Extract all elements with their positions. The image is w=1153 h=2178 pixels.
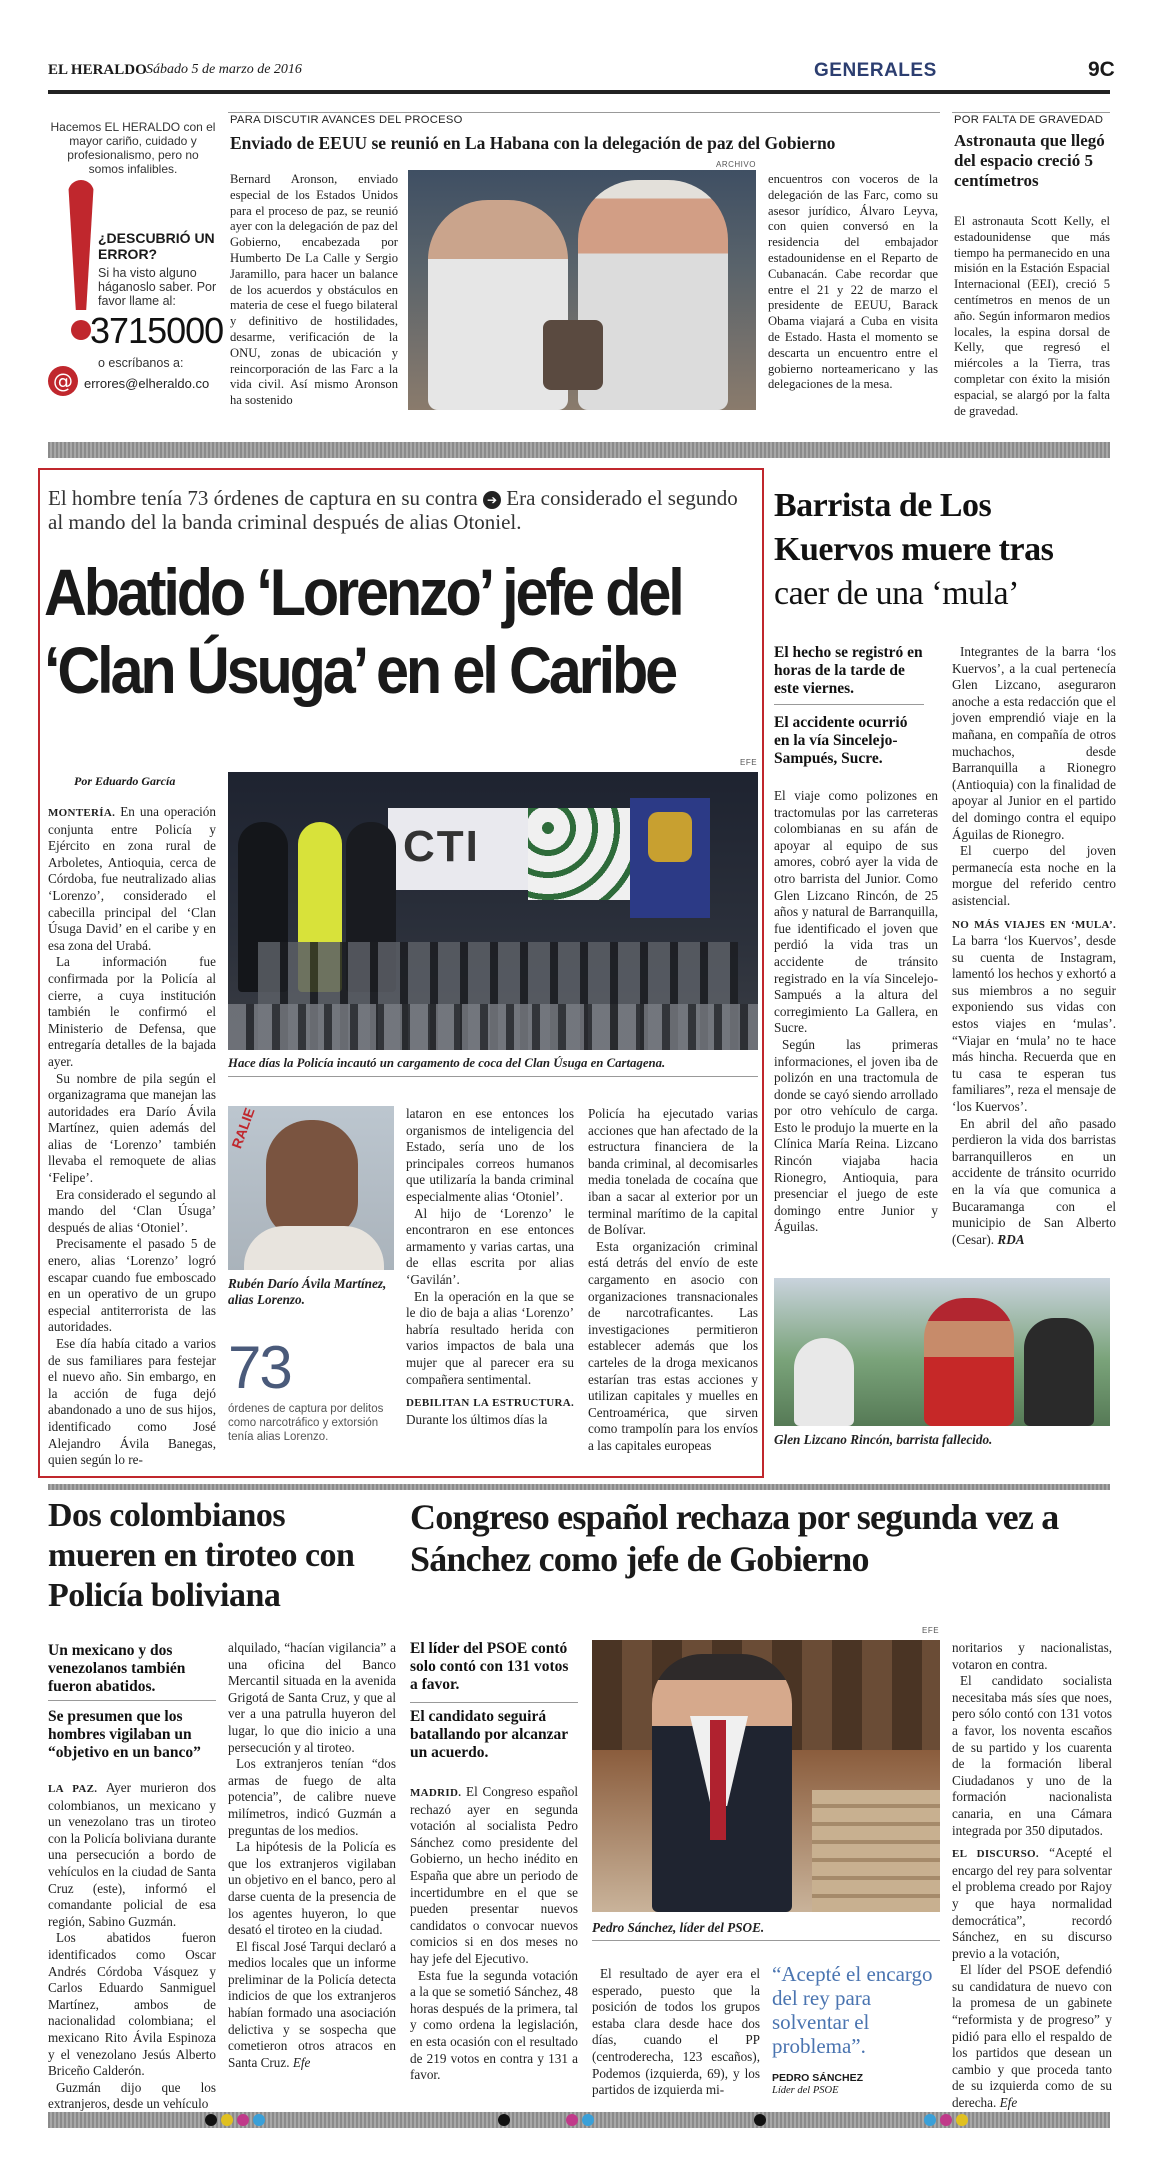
register-dot bbox=[253, 2114, 265, 2126]
spain-lead-2: El candidato seguirá batallando por alcanzar un acuerdo. bbox=[410, 1708, 568, 1761]
barrista-photo bbox=[774, 1278, 1110, 1426]
register-dot bbox=[205, 2114, 217, 2126]
barrista-col2-p2: El cuerpo del joven permanecía esta noche en la morgue del referido centro asistencial. bbox=[952, 843, 1116, 908]
main-story-col2-p2: Al hijo de ‘Lorenzo’ le encontraron en ese entonces armamento y varias cartas, una de ellas escrita por alias ‘Gavilán’. bbox=[406, 1205, 574, 1287]
register-dot bbox=[940, 2114, 952, 2126]
main-story-col1-p6: Ese día había citado a varios de sus familiares para festejar el nuevo año. Sin embargo, en la acción de fuga dejó abandonado a uno de sus hijos, identificado como José Alejandro Ávila Banegas, quien según lo re- bbox=[48, 1336, 216, 1468]
main-story-subhead: DEBILITAN LA ESTRUCTURA. bbox=[406, 1397, 574, 1410]
astronaut-rule bbox=[952, 112, 1110, 113]
spain-caption-rule bbox=[592, 1940, 940, 1941]
barrista-caption: Glen Lizcano Rincón, barrista fallecido. bbox=[774, 1432, 993, 1447]
cti-banner: CTI bbox=[403, 822, 480, 871]
page-number: 9C bbox=[1088, 58, 1115, 81]
barrista-col2-end: En abril del año pasado perdieron la vida dos barristas barranquilleros en un accidente de tránsito ocurrido en la vía que comunica a Bucaramanga con el municipio de San Alberto (Cesar). bbox=[952, 1115, 1116, 1247]
footer-band bbox=[48, 2112, 1110, 2128]
main-caption-rule bbox=[228, 1076, 758, 1077]
masthead bbox=[48, 58, 1115, 88]
error-question: ¿DESCUBRIÓ UN ERROR? bbox=[98, 230, 215, 262]
main-story-deck bbox=[48, 486, 758, 534]
bolivia-lead-1: Un mexicano y dos venezolanos también fueron abatidos. bbox=[48, 1642, 186, 1695]
spain-col3-p1: noritarios y nacionalistas, votaron en contra. bbox=[952, 1640, 1112, 1672]
top-story-rule bbox=[228, 112, 940, 113]
main-story-col1-p1: En una operación conjunta entre Policía y Ejército en zona rural de Arboletes, Antioquia, cerca de Córdoba, fue neutralizado alias ‘Lorenzo’, considerado el cabecilla principal del ‘Clan Úsuga David’ en el caribe y en esa zona del Urabá. bbox=[48, 804, 216, 953]
spain-caption: Pedro Sánchez, líder del PSOE. bbox=[592, 1920, 765, 1935]
astronaut-kicker: POR FALTA DE GRAVEDAD bbox=[954, 114, 1104, 126]
main-story-col1-p3: Su nombre de pila según el organizagrama que manejan las autoridades era Darío Ávila Martínez, quien además del alias de ‘Lorenzo’ también llevaba el remoquete de alias ‘Felipe’. bbox=[48, 1070, 216, 1186]
mugshot-stamp: RALIE bbox=[228, 1106, 258, 1151]
top-story-col2: encuentros con voceros de la delegación de las Farc, como su asesor jurídico, Álvaro Leyva, con quien conversó en la residencia del embajador estadounidense en el Reparto de Cubanacán. Cabe recordar que entre el 21 y 22 de marzo el presidente de EEUU, Barack Obama viajará a Cuba en visita de Estado. Hasta el momento se descarta un encuentro entre el gobierno norteamericano y las delegaciones de la mesa. bbox=[768, 172, 938, 392]
barrista-headline bbox=[774, 484, 1110, 616]
spain-subhead-text: “Acepté el encargo del rey para solventar el problema creado por Rajoy y que haya normalidad democrática”, recordó Sánchez, en su discurso previo a la votación, bbox=[952, 1845, 1112, 1961]
bolivia-signoff: Efe bbox=[292, 2054, 311, 2070]
main-story-byline: Por Eduardo García bbox=[74, 774, 176, 788]
main-story-col3 bbox=[588, 1106, 758, 1454]
spain-photo-credit: EFE bbox=[922, 1626, 940, 1635]
spain-subhead: EL DISCURSO. bbox=[952, 1848, 1039, 1861]
barrista-subhead: NO MÁS VIAJES EN ‘MULA’. bbox=[952, 918, 1116, 931]
main-story-col2 bbox=[406, 1106, 574, 1428]
bolivia-col2-p2: Los extranjeros tenían “dos armas de fuego de alta potencia”, de calibre nueve milímetros, indicó Guzmán a preguntas de los medios. bbox=[228, 1756, 396, 1838]
issue-date: Sábado 5 de marzo de 2016 bbox=[146, 62, 302, 77]
main-story-photo-caption: Hace días la Policía incautó un cargamento de coca del Clan Úsuga en Cartagena. bbox=[228, 1056, 666, 1070]
barrista-col1-p2: Según las primeras informaciones, el joven iba de polizón en una tractomula de donde se cayó siendo arrollado por otro vehículo de carga. Esto le produjo la muerte en la Clínica María Reina. Lizcano Rincón viajaba hacia Rionegro, Antioquia, para presenciar el juego de este domingo entre Junior y Águilas. bbox=[774, 1036, 938, 1235]
register-dot bbox=[221, 2114, 233, 2126]
main-story-deck-b: Era considerado el segundo al mando del la banda criminal después de alias Otoniel. bbox=[48, 486, 738, 534]
spain-signoff: Efe bbox=[999, 2095, 1018, 2111]
error-body: Si ha visto alguno háganoslo saber. Por favor llame al: bbox=[98, 266, 217, 308]
main-story-headline-2: ‘Clan Úsuga’ en el Caribe bbox=[44, 633, 675, 707]
barrista-lead-rule bbox=[774, 704, 924, 705]
top-story-col1: Bernard Aronson, enviado especial de los Estados Unidos para el proceso de paz, se reunió ayer con la delegación de paz del Gobierno, encabezada por Humberto De La Calle y Sergio Jaramillo, para hacer un balance de los acuerdos y obstáculos en materia de cese el fuego bilateral y definitivo de hostilidades, desarme, verificación de la ONU, zonas de ubicación y reincorporación de las Farc a la vida civil. Así mismo Aronson ha sostenido bbox=[230, 172, 398, 408]
main-story-col1-p5: Precisamente el pasado 5 de enero, alias ‘Lorenzo’ logró escapar cuando fue emboscado en un operativo de un grupo especial antiterrorista de las autoridades. bbox=[48, 1236, 216, 1335]
register-dot bbox=[582, 2114, 594, 2126]
main-story-col3-p1: Policía ha ejecutado varias acciones que han afectado de la estructura financiera de la banda criminal, al decomisarles media tonelada de cocaína que iban a sacar al exterior por un terminal marítimo de la capital de Bolívar. bbox=[588, 1106, 758, 1238]
spain-photo bbox=[592, 1640, 940, 1912]
error-intro: Hacemos EL HERALDO con el mayor cariño, cuidado y profesionalismo, pero no somos infalibles. bbox=[50, 120, 216, 176]
spain-col1-p2: Esta fue la segunda votación a la que se sometió Sánchez, 48 horas después de la primera, tal y como ordena la legislación, en esta ocasión con el resultado de 219 votos en contra y 131 a favor. bbox=[410, 1967, 578, 2083]
spain-col3 bbox=[952, 1640, 1112, 2112]
main-story-photo-credit: EFE bbox=[740, 758, 758, 767]
bolivia-col2-p3: La hipótesis de la Policía es que los extranjeros vigilaban un objetivo en el banco, pero al darse cuenta de la presencia de los agentes huyeron, lo que desató el tiroteo en la ciudad. bbox=[228, 1839, 396, 1938]
top-story-kicker: PARA DISCUTIR AVANCES DEL PROCESO bbox=[230, 114, 463, 126]
main-story-dateline: MONTERÍA. bbox=[48, 807, 116, 819]
spain-col3-p2: El candidato socialista necesitaba más síes que noes, pero sólo contó con 131 votos a favor, los noventa escaños de su partido y los cuarenta de la formación liberal Ciudadanos y uno de la formación nacionalista canaria, en una Cámara integrada por 350 diputados. bbox=[952, 1673, 1112, 1838]
register-dot bbox=[956, 2114, 968, 2126]
barrista-lead-2: El accidente ocurrió en la vía Sincelejo-Sampués, Sucre. bbox=[774, 714, 908, 767]
barrista-headline-2: Kuervos muere tras bbox=[774, 531, 1054, 568]
mugshot-caption: Rubén Darío Ávila Martínez, alias Lorenzo. bbox=[228, 1276, 387, 1307]
main-story-col1-p2: La información fue confirmada por la Policía al cierre, a cuya institución también le confirmó el Ministerio de Defensa, que entregaría detalles de la bajada ayer. bbox=[48, 954, 216, 1069]
separator-band-1 bbox=[48, 442, 1110, 458]
bolivia-col1-p1: Ayer murieron dos colombianos, un mexicano y un venezolano tras un tiroteo con la Policía boliviana durante una persecución a bordo de vehículos en la ciudad de Santa Cruz (este), informó el comandante policial de esa región, Sabino Guzmán. bbox=[48, 1780, 217, 1929]
bolivia-headline: Dos colombianos mueren en tiroteo con Policía boliviana bbox=[48, 1497, 355, 1614]
top-story-headline: Enviado de EEUU se reunió en La Habana con la delegación de paz del Gobierno bbox=[230, 133, 836, 153]
bolivia-dateline: LA PAZ. bbox=[48, 1783, 98, 1795]
spain-lead-1: El líder del PSOE contó solo contó con 131 votos a favor. bbox=[410, 1640, 569, 1693]
separator-band-2 bbox=[48, 1484, 1110, 1490]
spain-headline: Congreso español rechaza por segunda vez a Sánchez como jefe de Gobierno bbox=[410, 1497, 1059, 1579]
spain-lead-rule bbox=[410, 1702, 578, 1703]
barrista-signoff: RDA bbox=[997, 1231, 1025, 1247]
barrista-subhead-text: La barra ‘los Kuervos’, desde su cuenta de Instagram, lamentó los hechos y exhortó a sus miembros a no seguir exponiendo sus vidas con estos viajes en ‘mulas’. “Viajar en ‘mula’ no te hace más hincha. Recuerda que en tu casa te esperan tus familiares”, reza el mensaje de ‘los Kuervos’. bbox=[952, 933, 1116, 1115]
astronaut-headline: Astronauta que llegó del espacio creció 5 centímetros bbox=[954, 131, 1105, 190]
top-story-photo bbox=[408, 170, 756, 410]
masthead-rule bbox=[48, 90, 1110, 94]
barrista-headline-1: Barrista de Los bbox=[774, 487, 992, 524]
barrista-col2-p1: Integrantes de la barra ‘los Kuervos’, a la cual pertenecía Glen Lizcano, aseguraron anoche a esta redacción que el joven emprendió viaje en la mañana, en compañía de otros muchachos, desde Barranquilla a Rionegro (Antioquia) con la finalidad de apoyar al Junior en el partido del domingo contra el equipo Águilas de Rionegro. bbox=[952, 644, 1116, 842]
spain-quote: “Acepté el encargo del rey para solventar el problema”. bbox=[772, 1962, 933, 2058]
error-phone[interactable]: 3715000 bbox=[90, 310, 224, 351]
bolivia-col1 bbox=[48, 1780, 216, 2113]
paper-name: EL HERALDO bbox=[48, 62, 147, 78]
section-name: GENERALES bbox=[814, 60, 937, 81]
error-box bbox=[48, 120, 224, 410]
register-dot bbox=[237, 2114, 249, 2126]
register-dot bbox=[498, 2114, 510, 2126]
stat-number: 73 bbox=[228, 1334, 291, 1401]
bolivia-col1-p2: Los abatidos fueron identificados como Oscar Andrés Córdoba Vásquez y Carlos Eduardo Sanmiguel Martínez, ambos de nacionalidad colombiana; el mexicano Rito Ávila Espinoza y el venezolano Jesús Alberto Briceño Calderón. bbox=[48, 1930, 216, 2079]
main-story-col2-p1: lataron en ese entonces los organismos de inteligencia del Estado, sería uno de los principales correos humanos que utilizaría la banda criminal especialmente alias ‘Otoniel’. bbox=[406, 1106, 574, 1204]
barrista-col1 bbox=[774, 788, 938, 1236]
bolivia-lead-rule bbox=[48, 1700, 216, 1701]
main-story-col2-p3: En la operación en la que se le dio de baja a alias ‘Lorenzo’ habría resultado herida con varios impactos de bala una mujer que al parecer era su compañera sentimental. bbox=[406, 1288, 574, 1387]
bolivia-col2-p4: El fiscal José Tarqui declaró a medios locales que un informe preliminar de la Policía detecta indicios de que los extranjeros habían formado una asociación delictiva y se sospecha que cometieron otros atracos en Santa Cruz. bbox=[228, 1938, 396, 2070]
bolivia-col1-p3: Guzmán dijo que los extranjeros, desde un vehículo bbox=[48, 2079, 216, 2112]
main-story-col1 bbox=[48, 804, 216, 1469]
register-dot bbox=[754, 2114, 766, 2126]
main-story-deck-a: El hombre tenía 73 órdenes de captura en su contra bbox=[48, 486, 478, 510]
astronaut-body: El astronauta Scott Kelly, el estadounidense que más tiempo ha permanecido en una misión en la Estación Espacial Internacional (EEI), creció 5 centímetros en menos de un año. Según informaron medios locales, la espina dorsal de Kelly, que regresó el miércoles a la Tierra, tras completar con éxito la misión espacial, se alargó por la falta de gravedad. bbox=[954, 214, 1110, 418]
register-dot bbox=[924, 2114, 936, 2126]
spain-col1-p1: El Congreso español rechazó ayer en segunda votación al socialista Pedro Sánchez como presidente del Gobierno, un hecho inédito en España que abre un periodo de incertidumbre en el que se pueden presentar nuevos candidatos o convocar nuevos comicios si en dos meses no hay jefe del Ejecutivo. bbox=[410, 1784, 578, 1966]
error-email[interactable]: errores@elheraldo.co bbox=[84, 376, 210, 391]
arrow-right-icon: ➔ bbox=[483, 491, 501, 509]
top-story-photo-credit: ARCHIVO bbox=[716, 160, 756, 169]
bolivia-col2 bbox=[228, 1640, 396, 2071]
spain-dateline: MADRID. bbox=[410, 1787, 462, 1799]
error-or-write: o escríbanos a: bbox=[98, 356, 184, 370]
spain-col3-end: El líder del PSOE defendió su candidatura de nuevo con la promesa de un gabinete “reformista y de progreso” y pidió para ello el respaldo de los partidos que desean un cambio y que proceda tanto de su izquierda como de su derecha. bbox=[952, 1962, 1112, 2111]
barrista-lead-1: El hecho se registró en horas de la tarde de este viernes. bbox=[774, 644, 923, 697]
bolivia-lead-2: Se presumen que los hombres vigilaban un “objetivo en un banco” bbox=[48, 1708, 201, 1761]
main-story-headline-1: Abatido ‘Lorenzo’ jefe del bbox=[44, 555, 682, 629]
barrista-col1-p1: El viaje como polizones en tractomulas por las carreteras colombianas en su afán de apoyar al equipo de sus amores, cobró ayer la vida de otro barrista del Junior. Como Glen Lizcano Rincón, de 25 años y natural de Barranquilla, fue identificado el joven que perdió la vida tras un accidente de tránsito registrado en la vía Sincelejo-Sampués a la altura del corregimiento La Gallera, en Sucre. bbox=[774, 788, 938, 1036]
stat-text: órdenes de captura por delitos como narcotráfico y extorsión tenía alias Lorenzo. bbox=[228, 1403, 384, 1443]
spain-quote-role: Líder del PSOE bbox=[772, 2085, 839, 2096]
main-story-photo bbox=[228, 772, 758, 1050]
spain-quote-name: PEDRO SÁNCHEZ bbox=[772, 2072, 864, 2084]
barrista-headline-3: caer de una ‘mula’ bbox=[774, 575, 1019, 612]
at-icon: @ bbox=[48, 366, 78, 396]
spain-col2: El resultado de ayer era el esperado, puesto que la posición de todos los grupos estaba clara desde hace dos días, cuando el PP (centroderecha, 123 escaños), Podemos (izquierda, 69), y los partidos de izquierda mi- bbox=[592, 1966, 760, 2098]
barrista-col2 bbox=[952, 644, 1116, 1248]
mugshot-photo bbox=[228, 1106, 394, 1270]
bolivia-col2-p1: alquilado, “hacían vigilancia” a una oficina del Banco Mercantil situada en la avenida Grigotá de Santa Cruz, y que al ver a una patrulla huyeron del lugar, lo que dio inicio a una persecución y al tiroteo. bbox=[228, 1640, 396, 1755]
main-story-col3-p2: Esta organización criminal está detrás del envío de este cargamento en asocio con organizaciones transnacionales de narcotraficantes. Las investigaciones permitieron establecer además que los carteles de la droga mexicanos estarían tras estas acciones y utilizan capitales y muelles en Centroamérica, que sirven como trampolín para los envíos a las capitales europeas bbox=[588, 1238, 758, 1453]
spain-col1 bbox=[410, 1784, 578, 2084]
main-story-col1-p4: Era considerado el segundo al mando del ‘Clan Úsuga’ después de alias ‘Otoniel’. bbox=[48, 1186, 216, 1235]
register-dot bbox=[566, 2114, 578, 2126]
main-story-subhead-text: Durante los últimos días la bbox=[406, 1411, 548, 1427]
